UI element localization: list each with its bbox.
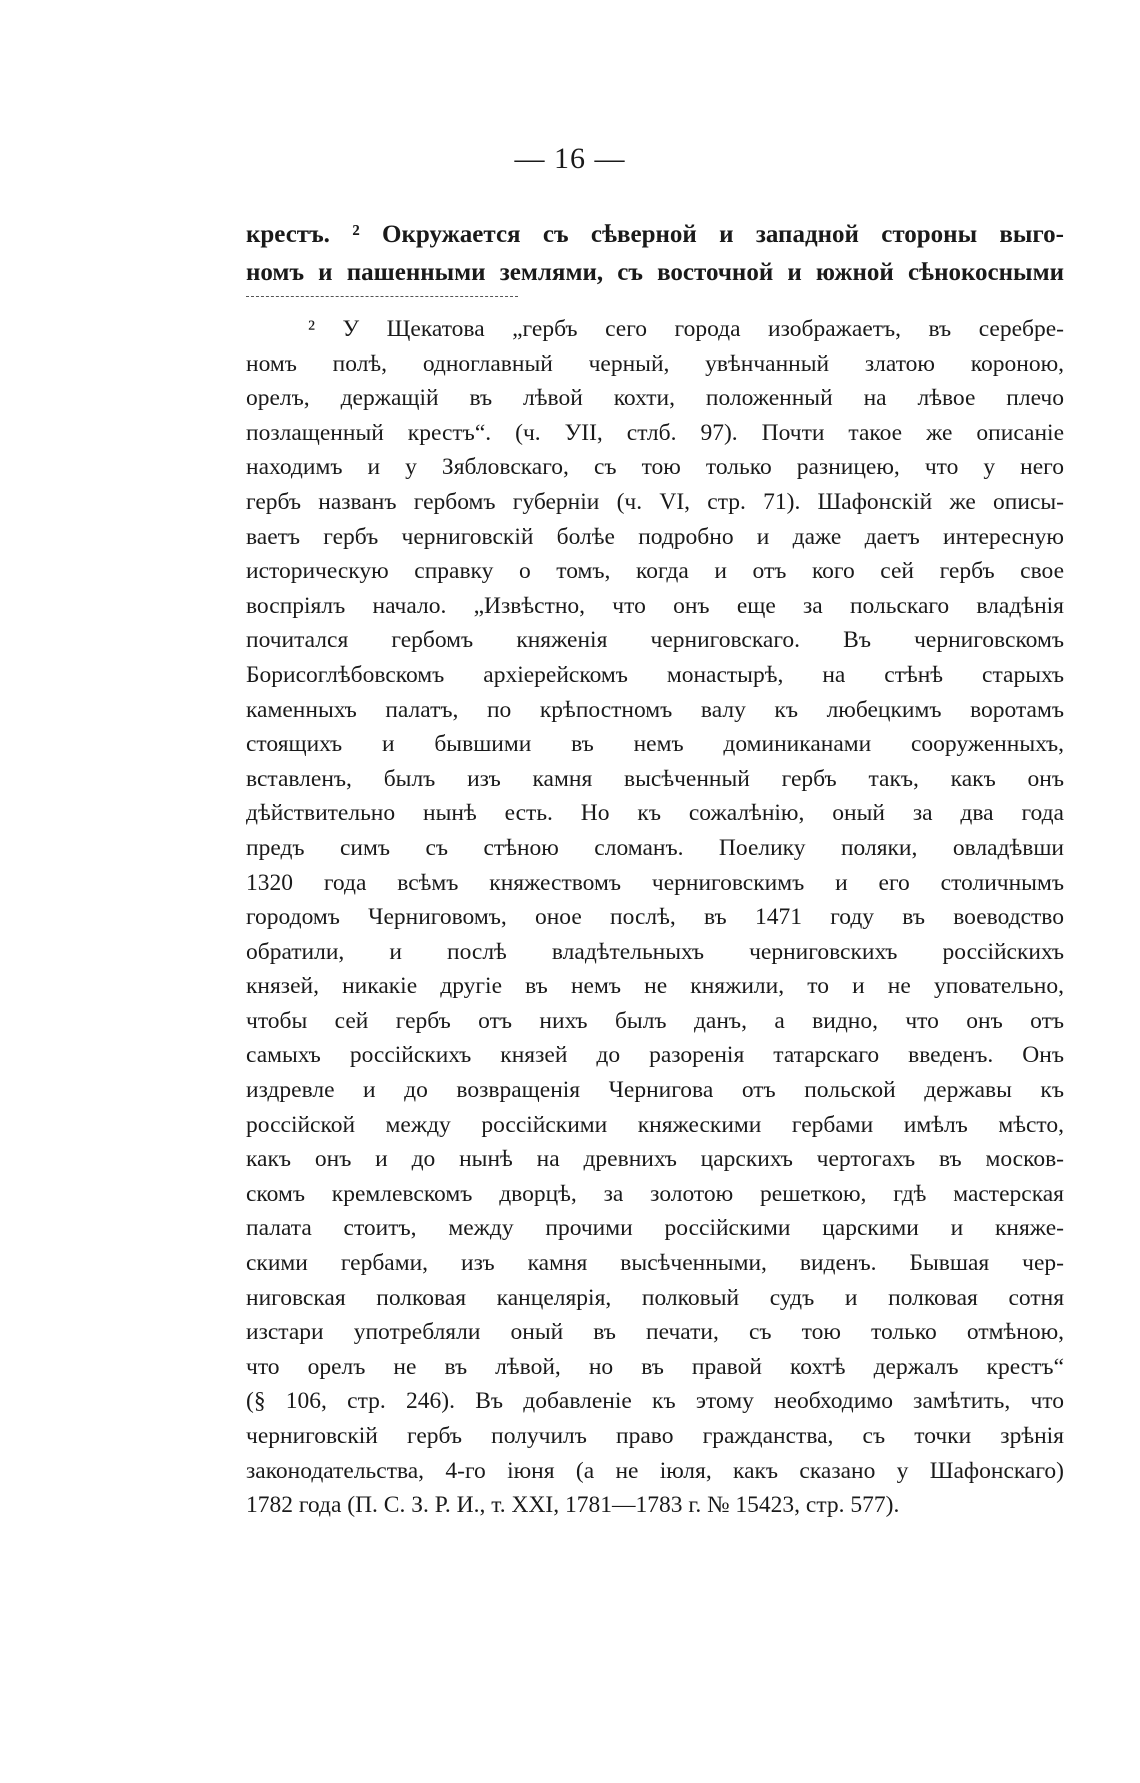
footnote-line: стоящихъ и бывшими въ немъ доминиканами сооруженныхъ, xyxy=(246,731,1064,758)
footnote-line: скими гербами, изъ камня высѣченными, виденъ. Бывшая чер- xyxy=(246,1250,1064,1277)
footnote-line: ваетъ гербъ черниговскій болѣе подробно и даже даетъ интересную xyxy=(246,523,1064,550)
footnote-line: Борисоглѣбовскомъ архіерейскомъ монастырѣ, на стѣнѣ старыхъ xyxy=(246,661,1064,688)
page-number: — 16 — xyxy=(514,142,626,175)
footnote-line: орелъ, держащій въ лѣвой кохти, положенный на лѣвое плечо xyxy=(246,385,1064,412)
footnote-line: палата стоитъ, между прочими россійскими царскими и княже- xyxy=(246,1215,1064,1242)
footnote-line: каменныхъ палатъ, по крѣпостномъ валу къ любецкимъ воротамъ xyxy=(246,696,1064,723)
footnote-line: ниговская полковая канцелярія, полковый судъ и полковая сотня xyxy=(246,1284,1064,1311)
footnote-line: изстари употребляли оный въ печати, съ тою только отмѣною, xyxy=(246,1319,1064,1346)
footnote-line: издревле и до возвращенія Чернигова отъ польской державы къ xyxy=(246,1077,1064,1104)
footnote-line: позлащенный крестъ“. (ч. УII, стлб. 97). Почти такое же описаніе xyxy=(246,419,1064,446)
footnote-line: самыхъ россійскихъ князей до разоренія татарскаго введенъ. Онъ xyxy=(246,1042,1064,1069)
body-line: крестъ. ² Окружается съ сѣверной и западной стороны выго- xyxy=(246,221,1064,248)
footnote-line: обратили, и послѣ владѣтельныхъ черниговскихъ россійскихъ xyxy=(246,938,1064,965)
footnote-line: какъ онъ и до нынѣ на древнихъ царскихъ чертогахъ въ москов- xyxy=(246,1146,1064,1173)
footnote-line: находимъ и у Зябловскаго, съ тою только разницею, что у него xyxy=(246,454,1064,481)
footnote-line: законодательства, 4-го іюня (а не іюля, какъ сказано у Шафонскаго) xyxy=(246,1457,1064,1484)
footnote-line: россійской между россійскими княжескими гербами имѣлъ мѣсто, xyxy=(246,1111,1064,1138)
footnote-line: чтобы сей гербъ отъ нихъ былъ данъ, а видно, что онъ отъ xyxy=(246,1007,1064,1034)
footnote-line: 1320 года всѣмъ княжествомъ черниговскимъ и его столичнымъ xyxy=(246,869,1064,896)
footnote-line: 1782 года (П. С. З. Р. И., т. XXI, 1781—1783 г. № 15423, стр. 577). xyxy=(246,1492,900,1519)
footnote-line: историческую справку о томъ, когда и отъ кого сей гербъ свое xyxy=(246,558,1064,585)
footnote-line: вставленъ, былъ изъ камня высѣченный гербъ такъ, какъ онъ xyxy=(246,765,1064,792)
footnote-line: (§ 106, стр. 246). Въ добавленіе къ этому необходимо замѣтить, что xyxy=(246,1388,1064,1415)
footnote xyxy=(246,312,1064,1523)
footnote-line: городомъ Черниговомъ, оное послѣ, въ 1471 году въ воеводство xyxy=(246,904,1064,931)
footnote-line: предъ симъ съ стѣною сломанъ. Поелику поляки, овладѣвши xyxy=(246,834,1064,861)
footnote-line: ² У Щекатова „гербъ сего города изображаетъ, въ серебре- xyxy=(308,316,1064,342)
footnote-line: номъ полѣ, одноглавный черный, увѣнчанный златою короною, xyxy=(246,350,1064,377)
footnote-line: дѣйствительно нынѣ есть. Но къ сожалѣнію, оный за два года xyxy=(246,800,1064,827)
footnote-line: скомъ кремлевскомъ дворцѣ, за золотою решеткою, гдѣ мастерская xyxy=(246,1180,1064,1207)
footnote-line: что орелъ не въ лѣвой, но въ правой кохтѣ держалъ крестъ“ xyxy=(246,1353,1064,1380)
body-text xyxy=(246,216,1064,292)
footnote-line: черниговскій гербъ получилъ право гражданства, съ точки зрѣнія xyxy=(246,1423,1064,1449)
footnote-line: гербъ названъ гербомъ губерніи (ч. VI, стр. 71). Шафонскій же описы- xyxy=(246,488,1064,515)
body-line: номъ и пашенными землями, съ восточной и южной сѣнокосными xyxy=(246,259,1064,286)
footnote-line: почитался гербомъ княженія черниговскаго. Въ черниговскомъ xyxy=(246,627,1064,654)
footnote-separator-rule xyxy=(246,296,518,297)
footnote-line: воспріялъ начало. „Извѣстно, что онъ еще за польскаго владѣнія xyxy=(246,592,1064,619)
footnote-line: князей, никакіе другіе въ немъ не княжили, то и не уповательно, xyxy=(246,973,1064,1000)
